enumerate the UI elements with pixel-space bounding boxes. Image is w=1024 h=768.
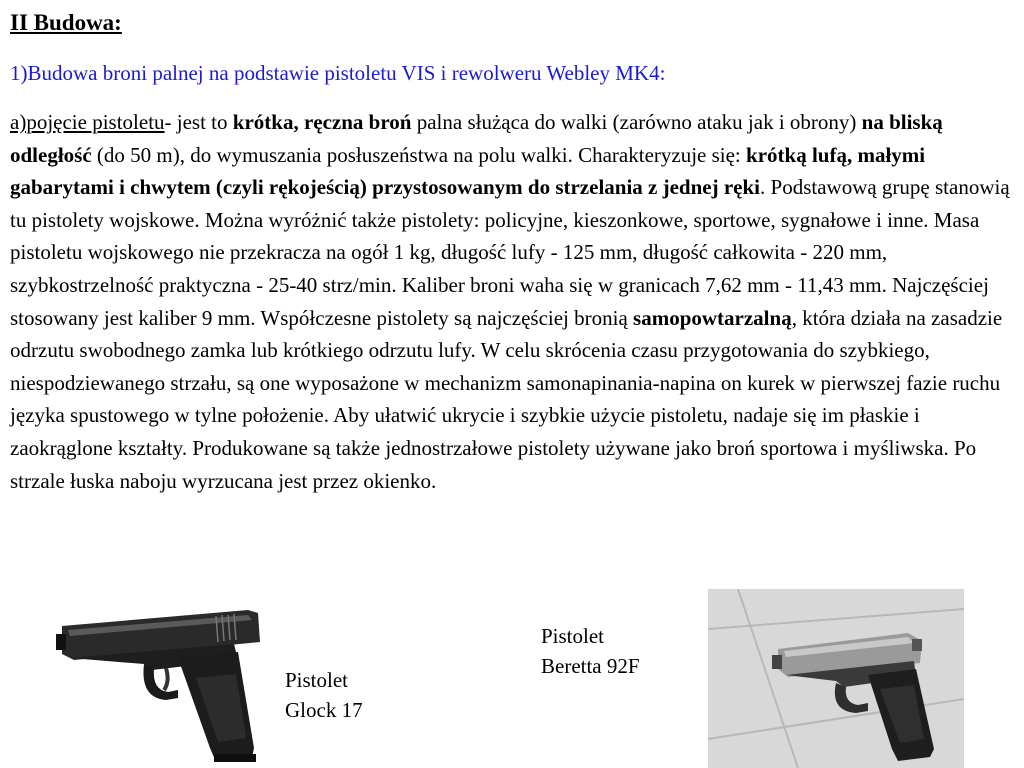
glock-17-image [48, 598, 278, 768]
section-heading: II Budowa: [10, 10, 122, 35]
bold-phrase: krótką lufą, małymi gabarytami i chwytem (czyli rękojeścią) przystosowanym do strzelania z jednej ręki [10, 142, 926, 200]
subsection-title: 1)Budowa broni palnej na podstawie pistoletu VIS i rewolweru Webley MK4: [10, 61, 666, 85]
text-segment: palna służąca do walki (zarówno ataku jak i obrony) [411, 110, 862, 134]
caption-line: Glock 17 [285, 698, 363, 722]
bold-phrase: samopowtarzalną [633, 305, 792, 330]
caption-line: Beretta 92F [541, 654, 640, 678]
text-segment: . Podstawową grupę stanowią tu pistolety wojskowe. Można wyróżnić także pistolety: policyjne, kieszonkowe, sportowe, sygnałowe i inne. Masa pistoletu wojskowego nie przekracza na ogół 1 kg, długość lufy - 125 mm, długość całkowita - 220 mm, szybkostrzelność praktyczna - 25-40 strz/min. Kaliber broni waha się w granicach 7,62 mm - 11,43 mm. Najczęściej stosowany jest kaliber 9 mm. Współczesne pistolety są najczęściej bronią [10, 175, 1010, 330]
definition-paragraph [10, 106, 1015, 497]
beretta-92f-image [708, 589, 964, 768]
caption-line: Pistolet [541, 624, 605, 648]
caption-line: Pistolet [285, 668, 349, 692]
text-segment: - jest to [164, 110, 233, 134]
bold-phrase: na bliską odległość [10, 110, 943, 167]
beretta-caption [541, 621, 640, 681]
term-label: a)pojęcie pistoletu [10, 110, 165, 134]
glock-caption [285, 665, 363, 725]
bold-phrase: krótka, ręczna broń [232, 110, 412, 134]
text-segment: (do 50 m), do wymuszania posłuszeństwa na polu walki. Charakteryzuje się: [91, 142, 747, 167]
text-segment: , która działa na zasadzie odrzutu swobodnego zamka lub krótkiego odrzutu lufy. W celu skrócenia czasu przygotowania do szybkiego, niespodziewanego strzału, są one wyposażone w mechanizm samonapinania-napina on kurek w pierwszej fazie ruchu języka spustowego w tylne położenie. Aby ułatwić ukrycie i szybkie użycie pistoletu, nadaje się im płaskie i zaokrąglone kształty. Produkowane są także jednostrzałowe pistolety używane jako broń sportowa i myśliwska. Po strzale łuska naboju wyrzucana jest przez okienko. [10, 305, 1003, 493]
